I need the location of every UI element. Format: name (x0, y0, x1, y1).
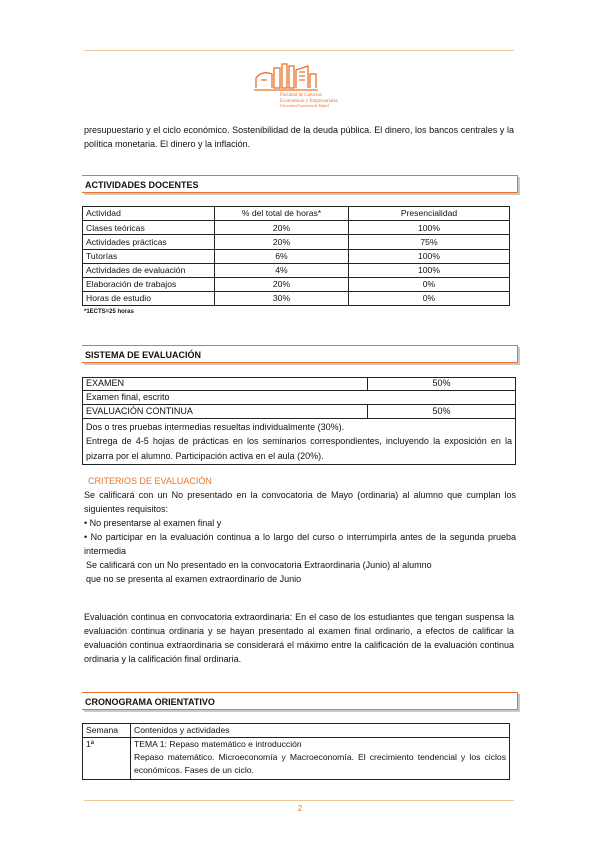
cronograma-table (82, 723, 510, 780)
table-cell: 6% (215, 249, 349, 263)
examen-row (82, 377, 516, 391)
continua-pct: 50% (367, 405, 515, 418)
table-cell: 20% (215, 277, 349, 291)
section-evaluacion-title: SISTEMA DE EVALUACIÓN (82, 345, 518, 363)
examen-desc-row (82, 391, 516, 405)
table-row (83, 263, 510, 277)
logo-line-3: Universidad Autónoma de Madrid (280, 104, 330, 108)
table-row (83, 235, 510, 249)
examen-label: EXAMEN (86, 378, 125, 389)
table-cell: Horas de estudio (83, 292, 215, 306)
table-header-row (83, 724, 510, 738)
actividades-table (82, 206, 510, 306)
table-cell: 30% (215, 292, 349, 306)
criterios-p2b: que no se presenta al examen extraordinario de Junio (86, 574, 302, 584)
table-cell: Tutorías (83, 249, 215, 263)
table-cell: 100% (349, 249, 510, 263)
header-cell: % del total de horas* (215, 207, 349, 221)
table-cell: 100% (349, 221, 510, 235)
table-cell: Actividades de evaluación (83, 263, 215, 277)
examen-pct: 50% (367, 378, 515, 390)
criterios-p1: Se calificará con un No presentado en la convocatoria de Mayo (ordinaria) al alumno que cumplan los siguientes requisitos: (84, 490, 516, 514)
criterios-bullet-1: • No presentarse al examen final y (84, 518, 222, 528)
table-header-row (83, 207, 510, 221)
header-cell: Actividad (83, 207, 215, 221)
content-cell (131, 738, 510, 780)
section-cronograma-title: CRONOGRAMA ORIENTATIVO (82, 692, 518, 710)
table-cell: 0% (349, 292, 510, 306)
table-cell: 4% (215, 263, 349, 277)
footer-rule (84, 800, 514, 801)
criterios-title: CRITERIOS DE EVALUACIÓN (88, 476, 212, 486)
section-actividades-title: ACTIVIDADES DOCENTES (82, 175, 518, 193)
examen-desc: Examen final, escrito (86, 391, 170, 402)
table-row (83, 277, 510, 291)
header-cell: Contenidos y actividades (131, 724, 510, 738)
criterios-p3: Evaluación continua en convocatoria extraordinaria: En el caso de los estudiantes que tengan suspensa la evaluación continua ordinaria y se hayan presentado al examen final ordinario, a efectos de calificar la evaluación continua extraordinaria se considerará el máximo entre la calificación de la evaluación continua ordinaria y la calificación final ordinaria. (84, 612, 514, 664)
header-cell: Presencialidad (349, 207, 510, 221)
topic-title: TEMA 1: Repaso matemático e introducción (134, 739, 302, 750)
continua-desc (82, 419, 516, 465)
table-cell: 100% (349, 263, 510, 277)
criterios-p2a: Se calificará con un No presentado en la convocatoria Extraordinaria (Junio) al alumno (86, 560, 432, 570)
page-number: 2 (297, 804, 303, 813)
criterios-bullet-2: • No participar en la evaluación continua a lo largo del curso o interrumpirla antes de la segunda prueba intermedia (84, 532, 516, 556)
header-cell: Semana (83, 724, 131, 738)
continua-line-2: Entrega de 4-5 hojas de prácticas en los seminarios correspondientes, incluyendo la exposición en la pizarra por el alumno. Participación activa en el aula (20%). (86, 436, 512, 461)
table-cell: 0% (349, 277, 510, 291)
header-rule (84, 50, 514, 51)
table-row (83, 738, 510, 780)
table-row (83, 249, 510, 263)
logo-line-2: Económicas y Empresariales (280, 99, 338, 104)
continua-line-1: Dos o tres pruebas intermedias resueltas individualmente (30%). (86, 422, 345, 432)
table-cell: Actividades prácticas (83, 235, 215, 249)
topic-desc: Repaso matemático. Microeconomía y Macroeconomía. El crecimiento tendencial y los ciclos económicos. Fases de un ciclo. (134, 752, 506, 775)
faculty-logo (252, 60, 342, 112)
continua-row (82, 405, 516, 419)
table-row (83, 221, 510, 235)
week-cell: 1ª (83, 738, 131, 780)
table-cell: Clases teóricas (83, 221, 215, 235)
evaluacion-table (82, 377, 516, 465)
table-row (83, 292, 510, 306)
ects-footnote: *1ECTS=25 horas (84, 309, 134, 315)
logo-line-1: Facultad de Ciencias (280, 93, 322, 98)
table-cell: Elaboración de trabajos (83, 277, 215, 291)
table-cell: 75% (349, 235, 510, 249)
intro-paragraph: presupuestario y el ciclo económico. Sostenibilidad de la deuda pública. El dinero, los bancos centrales y la política monetaria. El dinero y la inflación. (84, 125, 514, 149)
table-cell: 20% (215, 235, 349, 249)
continua-label: EVALUACIÓN CONTINUA (86, 405, 193, 416)
table-cell: 20% (215, 221, 349, 235)
